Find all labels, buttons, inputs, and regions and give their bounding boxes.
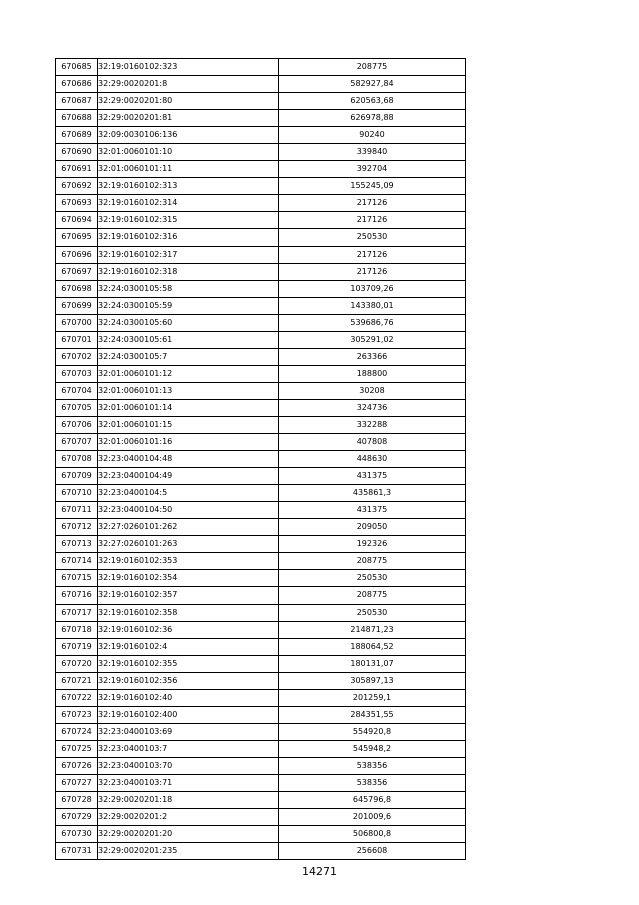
value-cell: 208775 — [279, 553, 466, 570]
row-id-cell: 670716 — [56, 587, 98, 604]
cadastral-number-cell: 32:19:0160102:353 — [98, 553, 279, 570]
table-row — [56, 843, 466, 860]
value-cell: 188800 — [279, 365, 466, 382]
table-row — [56, 519, 466, 536]
row-id-cell: 670731 — [56, 843, 98, 860]
value-cell: 201259,1 — [279, 689, 466, 706]
cadastral-number-cell: 32:19:0160102:317 — [98, 246, 279, 263]
row-id-cell: 670689 — [56, 127, 98, 144]
value-cell: 263366 — [279, 348, 466, 365]
page-number: 14271 — [302, 865, 337, 878]
cadastral-number-cell: 32:19:0160102:323 — [98, 59, 279, 76]
value-cell: 339840 — [279, 144, 466, 161]
cadastral-number-cell: 32:01:0060101:15 — [98, 416, 279, 433]
table-row — [56, 757, 466, 774]
table-row — [56, 195, 466, 212]
table-row — [56, 536, 466, 553]
cadastral-number-cell: 32:24:0300105:58 — [98, 280, 279, 297]
table-row — [56, 263, 466, 280]
cadastral-number-cell: 32:01:0060101:11 — [98, 161, 279, 178]
value-cell: 250530 — [279, 570, 466, 587]
cadastral-number-cell: 32:19:0160102:40 — [98, 689, 279, 706]
cadastral-number-cell: 32:19:0160102:313 — [98, 178, 279, 195]
value-cell: 431375 — [279, 468, 466, 485]
value-cell: 201009,6 — [279, 809, 466, 826]
row-id-cell: 670691 — [56, 161, 98, 178]
table-row — [56, 399, 466, 416]
table-row — [56, 144, 466, 161]
records-table-body — [56, 59, 466, 860]
value-cell: 90240 — [279, 127, 466, 144]
cadastral-number-cell: 32:29:0020201:2 — [98, 809, 279, 826]
table-row — [56, 348, 466, 365]
records-table — [55, 58, 466, 860]
row-id-cell: 670698 — [56, 280, 98, 297]
table-row — [56, 434, 466, 451]
row-id-cell: 670692 — [56, 178, 98, 195]
value-cell: 538356 — [279, 757, 466, 774]
cadastral-number-cell: 32:23:0400104:49 — [98, 468, 279, 485]
table-row — [56, 76, 466, 93]
table-row — [56, 826, 466, 843]
row-id-cell: 670712 — [56, 519, 98, 536]
cadastral-number-cell: 32:29:0020201:18 — [98, 792, 279, 809]
table-row — [56, 468, 466, 485]
value-cell: 582927,84 — [279, 76, 466, 93]
row-id-cell: 670688 — [56, 110, 98, 127]
cadastral-number-cell: 32:23:0400104:50 — [98, 502, 279, 519]
table-row — [56, 723, 466, 740]
value-cell: 256608 — [279, 843, 466, 860]
row-id-cell: 670690 — [56, 144, 98, 161]
value-cell: 103709,26 — [279, 280, 466, 297]
table-row — [56, 127, 466, 144]
row-id-cell: 670704 — [56, 382, 98, 399]
value-cell: 324736 — [279, 399, 466, 416]
row-id-cell: 670707 — [56, 434, 98, 451]
table-row — [56, 792, 466, 809]
row-id-cell: 670721 — [56, 672, 98, 689]
cadastral-number-cell: 32:23:0400103:7 — [98, 740, 279, 757]
cadastral-number-cell: 32:19:0160102:355 — [98, 655, 279, 672]
value-cell: 217126 — [279, 263, 466, 280]
row-id-cell: 670724 — [56, 723, 98, 740]
table-row — [56, 774, 466, 791]
table-row — [56, 382, 466, 399]
table-row — [56, 706, 466, 723]
table-row — [56, 365, 466, 382]
cadastral-number-cell: 32:19:0160102:314 — [98, 195, 279, 212]
value-cell: 435861,3 — [279, 485, 466, 502]
cadastral-number-cell: 32:27:0260101:262 — [98, 519, 279, 536]
row-id-cell: 670705 — [56, 399, 98, 416]
table-row — [56, 485, 466, 502]
cadastral-number-cell: 32:24:0300105:7 — [98, 348, 279, 365]
row-id-cell: 670714 — [56, 553, 98, 570]
value-cell: 217126 — [279, 212, 466, 229]
cadastral-number-cell: 32:29:0020201:20 — [98, 826, 279, 843]
row-id-cell: 670699 — [56, 297, 98, 314]
cadastral-number-cell: 32:23:0400103:69 — [98, 723, 279, 740]
table-row — [56, 587, 466, 604]
table-row — [56, 689, 466, 706]
row-id-cell: 670725 — [56, 740, 98, 757]
row-id-cell: 670717 — [56, 604, 98, 621]
table-row — [56, 621, 466, 638]
table-row — [56, 178, 466, 195]
cadastral-number-cell: 32:19:0160102:316 — [98, 229, 279, 246]
value-cell: 539686,76 — [279, 314, 466, 331]
cadastral-number-cell: 32:01:0060101:12 — [98, 365, 279, 382]
row-id-cell: 670702 — [56, 348, 98, 365]
table-row — [56, 229, 466, 246]
row-id-cell: 670693 — [56, 195, 98, 212]
row-id-cell: 670706 — [56, 416, 98, 433]
value-cell: 545948,2 — [279, 740, 466, 757]
table-row — [56, 93, 466, 110]
row-id-cell: 670686 — [56, 76, 98, 93]
row-id-cell: 670709 — [56, 468, 98, 485]
cadastral-number-cell: 32:19:0160102:4 — [98, 638, 279, 655]
table-row — [56, 161, 466, 178]
row-id-cell: 670708 — [56, 451, 98, 468]
value-cell: 620563,68 — [279, 93, 466, 110]
table-row — [56, 502, 466, 519]
table-row — [56, 59, 466, 76]
table-row — [56, 672, 466, 689]
cadastral-number-cell: 32:01:0060101:10 — [98, 144, 279, 161]
row-id-cell: 670729 — [56, 809, 98, 826]
value-cell: 392704 — [279, 161, 466, 178]
row-id-cell: 670694 — [56, 212, 98, 229]
row-id-cell: 670703 — [56, 365, 98, 382]
row-id-cell: 670695 — [56, 229, 98, 246]
value-cell: 250530 — [279, 604, 466, 621]
table-row — [56, 110, 466, 127]
value-cell: 645796,8 — [279, 792, 466, 809]
cadastral-number-cell: 32:24:0300105:60 — [98, 314, 279, 331]
cadastral-number-cell: 32:23:0400104:5 — [98, 485, 279, 502]
cadastral-number-cell: 32:24:0300105:59 — [98, 297, 279, 314]
table-row — [56, 416, 466, 433]
cadastral-number-cell: 32:29:0020201:81 — [98, 110, 279, 127]
table-row — [56, 331, 466, 348]
value-cell: 188064,52 — [279, 638, 466, 655]
table-row — [56, 451, 466, 468]
table-row — [56, 314, 466, 331]
cadastral-number-cell: 32:19:0160102:36 — [98, 621, 279, 638]
table-row — [56, 604, 466, 621]
cadastral-number-cell: 32:19:0160102:356 — [98, 672, 279, 689]
row-id-cell: 670723 — [56, 706, 98, 723]
table-row — [56, 740, 466, 757]
value-cell: 407808 — [279, 434, 466, 451]
cadastral-number-cell: 32:09:0030106:136 — [98, 127, 279, 144]
row-id-cell: 670719 — [56, 638, 98, 655]
value-cell: 30208 — [279, 382, 466, 399]
cadastral-number-cell: 32:27:0260101:263 — [98, 536, 279, 553]
cadastral-number-cell: 32:29:0020201:235 — [98, 843, 279, 860]
value-cell: 554920,8 — [279, 723, 466, 740]
cadastral-number-cell: 32:24:0300105:61 — [98, 331, 279, 348]
row-id-cell: 670696 — [56, 246, 98, 263]
row-id-cell: 670687 — [56, 93, 98, 110]
cadastral-number-cell: 32:29:0020201:80 — [98, 93, 279, 110]
cadastral-number-cell: 32:23:0400104:48 — [98, 451, 279, 468]
row-id-cell: 670700 — [56, 314, 98, 331]
value-cell: 217126 — [279, 246, 466, 263]
value-cell: 538356 — [279, 774, 466, 791]
value-cell: 192326 — [279, 536, 466, 553]
table-row — [56, 570, 466, 587]
table-row — [56, 553, 466, 570]
value-cell: 448630 — [279, 451, 466, 468]
row-id-cell: 670728 — [56, 792, 98, 809]
row-id-cell: 670718 — [56, 621, 98, 638]
cadastral-number-cell: 32:19:0160102:358 — [98, 604, 279, 621]
cadastral-number-cell: 32:19:0160102:318 — [98, 263, 279, 280]
value-cell: 431375 — [279, 502, 466, 519]
cadastral-number-cell: 32:23:0400103:71 — [98, 774, 279, 791]
value-cell: 217126 — [279, 195, 466, 212]
table-row — [56, 638, 466, 655]
row-id-cell: 670715 — [56, 570, 98, 587]
value-cell: 208775 — [279, 587, 466, 604]
table-row — [56, 809, 466, 826]
row-id-cell: 670711 — [56, 502, 98, 519]
value-cell: 155245,09 — [279, 178, 466, 195]
row-id-cell: 670720 — [56, 655, 98, 672]
table-row — [56, 246, 466, 263]
value-cell: 305291,02 — [279, 331, 466, 348]
value-cell: 214871,23 — [279, 621, 466, 638]
value-cell: 250530 — [279, 229, 466, 246]
table-row — [56, 655, 466, 672]
cadastral-number-cell: 32:23:0400103:70 — [98, 757, 279, 774]
row-id-cell: 670727 — [56, 774, 98, 791]
cadastral-number-cell: 32:01:0060101:13 — [98, 382, 279, 399]
value-cell: 332288 — [279, 416, 466, 433]
cadastral-number-cell: 32:19:0160102:315 — [98, 212, 279, 229]
value-cell: 626978,88 — [279, 110, 466, 127]
value-cell: 506800,8 — [279, 826, 466, 843]
value-cell: 180131,07 — [279, 655, 466, 672]
cadastral-number-cell: 32:01:0060101:14 — [98, 399, 279, 416]
row-id-cell: 670710 — [56, 485, 98, 502]
value-cell: 305897,13 — [279, 672, 466, 689]
value-cell: 284351,55 — [279, 706, 466, 723]
table-row — [56, 280, 466, 297]
row-id-cell: 670730 — [56, 826, 98, 843]
cadastral-number-cell: 32:29:0020201:8 — [98, 76, 279, 93]
row-id-cell: 670697 — [56, 263, 98, 280]
row-id-cell: 670685 — [56, 59, 98, 76]
row-id-cell: 670726 — [56, 757, 98, 774]
row-id-cell: 670722 — [56, 689, 98, 706]
value-cell: 209050 — [279, 519, 466, 536]
cadastral-number-cell: 32:19:0160102:357 — [98, 587, 279, 604]
row-id-cell: 670701 — [56, 331, 98, 348]
cadastral-number-cell: 32:19:0160102:354 — [98, 570, 279, 587]
table-row — [56, 297, 466, 314]
cadastral-number-cell: 32:19:0160102:400 — [98, 706, 279, 723]
row-id-cell: 670713 — [56, 536, 98, 553]
table-row — [56, 212, 466, 229]
value-cell: 143380,01 — [279, 297, 466, 314]
cadastral-number-cell: 32:01:0060101:16 — [98, 434, 279, 451]
value-cell: 208775 — [279, 59, 466, 76]
